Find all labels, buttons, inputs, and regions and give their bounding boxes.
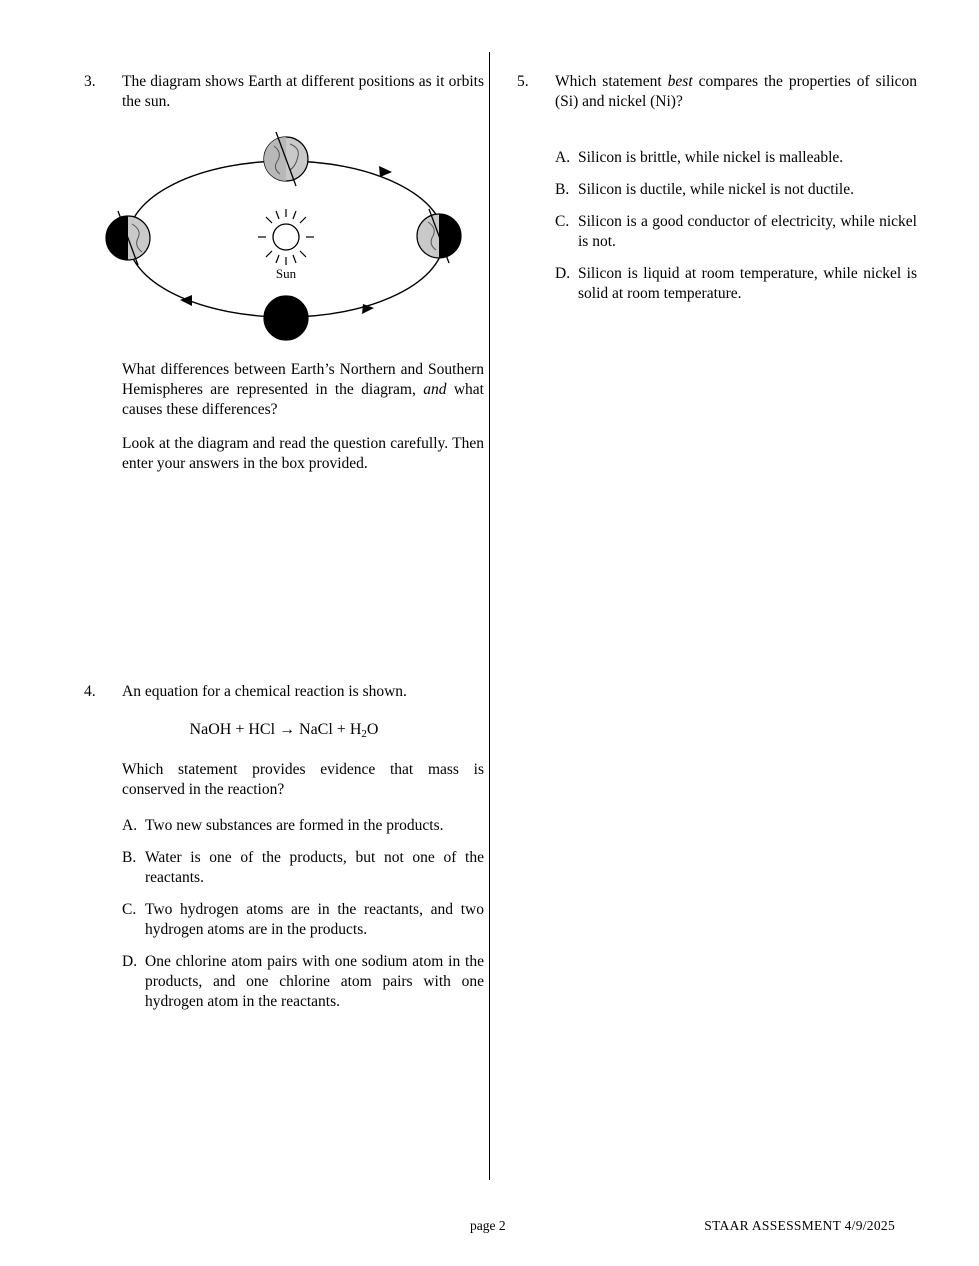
sun-label: Sun xyxy=(275,266,297,281)
equation-arrow: → xyxy=(279,721,296,738)
question-4-number: 4. xyxy=(84,683,96,700)
question-5-stem-part2: compares the properties of silicon (Si) and nickel (Ni)? xyxy=(555,73,918,110)
question-3-prompt-italic: and xyxy=(423,381,447,398)
choice-c[interactable] xyxy=(555,212,917,252)
choice-a-letter: A. xyxy=(555,149,571,166)
question-5-choices xyxy=(555,148,917,304)
question-5 xyxy=(517,72,917,316)
choice-c[interactable] xyxy=(122,900,484,940)
question-3 xyxy=(84,72,484,474)
choice-d-letter: D. xyxy=(122,953,138,970)
equation-left: NaOH + HCl xyxy=(189,721,276,738)
choice-d-text: Silicon is liquid at room temperature, while nickel is solid at room temperature. xyxy=(578,265,917,302)
choice-b-letter: B. xyxy=(555,181,570,198)
question-5-stem xyxy=(555,72,917,112)
choice-d[interactable] xyxy=(122,952,484,1012)
equation-right-2: O xyxy=(366,721,379,738)
column-divider xyxy=(489,52,490,1180)
choice-d-letter: D. xyxy=(555,265,571,282)
question-3-instruction: Look at the diagram and read the question carefully. Then enter your answers in the box provided. xyxy=(122,435,484,472)
choice-c-letter: C. xyxy=(555,213,570,230)
question-5-number: 5. xyxy=(517,73,529,90)
question-4-prompt: Which statement provides evidence that mass is conserved in the reaction? xyxy=(122,761,484,798)
earth-orbit-diagram xyxy=(84,124,484,354)
page-footer xyxy=(0,1218,979,1238)
footer-assessment-label: STAAR ASSESSMENT 4/9/2025 xyxy=(704,1218,895,1233)
equation-right-1: NaCl + H xyxy=(299,721,362,738)
question-4 xyxy=(84,682,484,1024)
chemical-equation xyxy=(84,720,484,744)
question-4-choices xyxy=(122,816,484,1012)
choice-b-text: Water is one of the products, but not one of the reactants. xyxy=(145,849,484,886)
question-4-stem: An equation for a chemical reaction is shown. xyxy=(122,683,407,700)
question-5-stem-part1: Which statement xyxy=(555,73,668,90)
question-5-stem-italic: best xyxy=(667,73,693,90)
choice-d-text: One chlorine atom pairs with one sodium atom in the products, and one chlorine atom pairs with one hydrogen atom in the reactants. xyxy=(145,953,484,1010)
choice-a-text: Silicon is brittle, while nickel is malleable. xyxy=(578,149,844,166)
equation-subscript: 2 xyxy=(361,728,367,740)
choice-d[interactable] xyxy=(555,264,917,304)
choice-c-text: Silicon is a good conductor of electricity, while nickel is not. xyxy=(578,213,917,250)
question-3-stem: The diagram shows Earth at different positions as it orbits the sun. xyxy=(122,73,484,110)
choice-a-letter: A. xyxy=(122,817,138,834)
question-3-prompt: What differences between Earth’s Northern and Southern Hemispheres are represented in the diagram, and what causes these differences? xyxy=(122,361,484,418)
choice-b-text: Silicon is ductile, while nickel is not ductile. xyxy=(578,181,854,198)
choice-b-letter: B. xyxy=(122,849,137,866)
choice-c-letter: C. xyxy=(122,901,137,918)
choice-b[interactable] xyxy=(122,848,484,888)
choice-a[interactable] xyxy=(555,148,917,168)
choice-a-text: Two new substances are formed in the products. xyxy=(145,817,444,834)
choice-b[interactable] xyxy=(555,180,917,200)
choice-a[interactable] xyxy=(122,816,484,836)
footer-page-number: page 2 xyxy=(470,1218,506,1233)
choice-c-text: Two hydrogen atoms are in the reactants, and two hydrogen atoms are in the products. xyxy=(145,901,484,938)
question-3-number: 3. xyxy=(84,73,96,90)
